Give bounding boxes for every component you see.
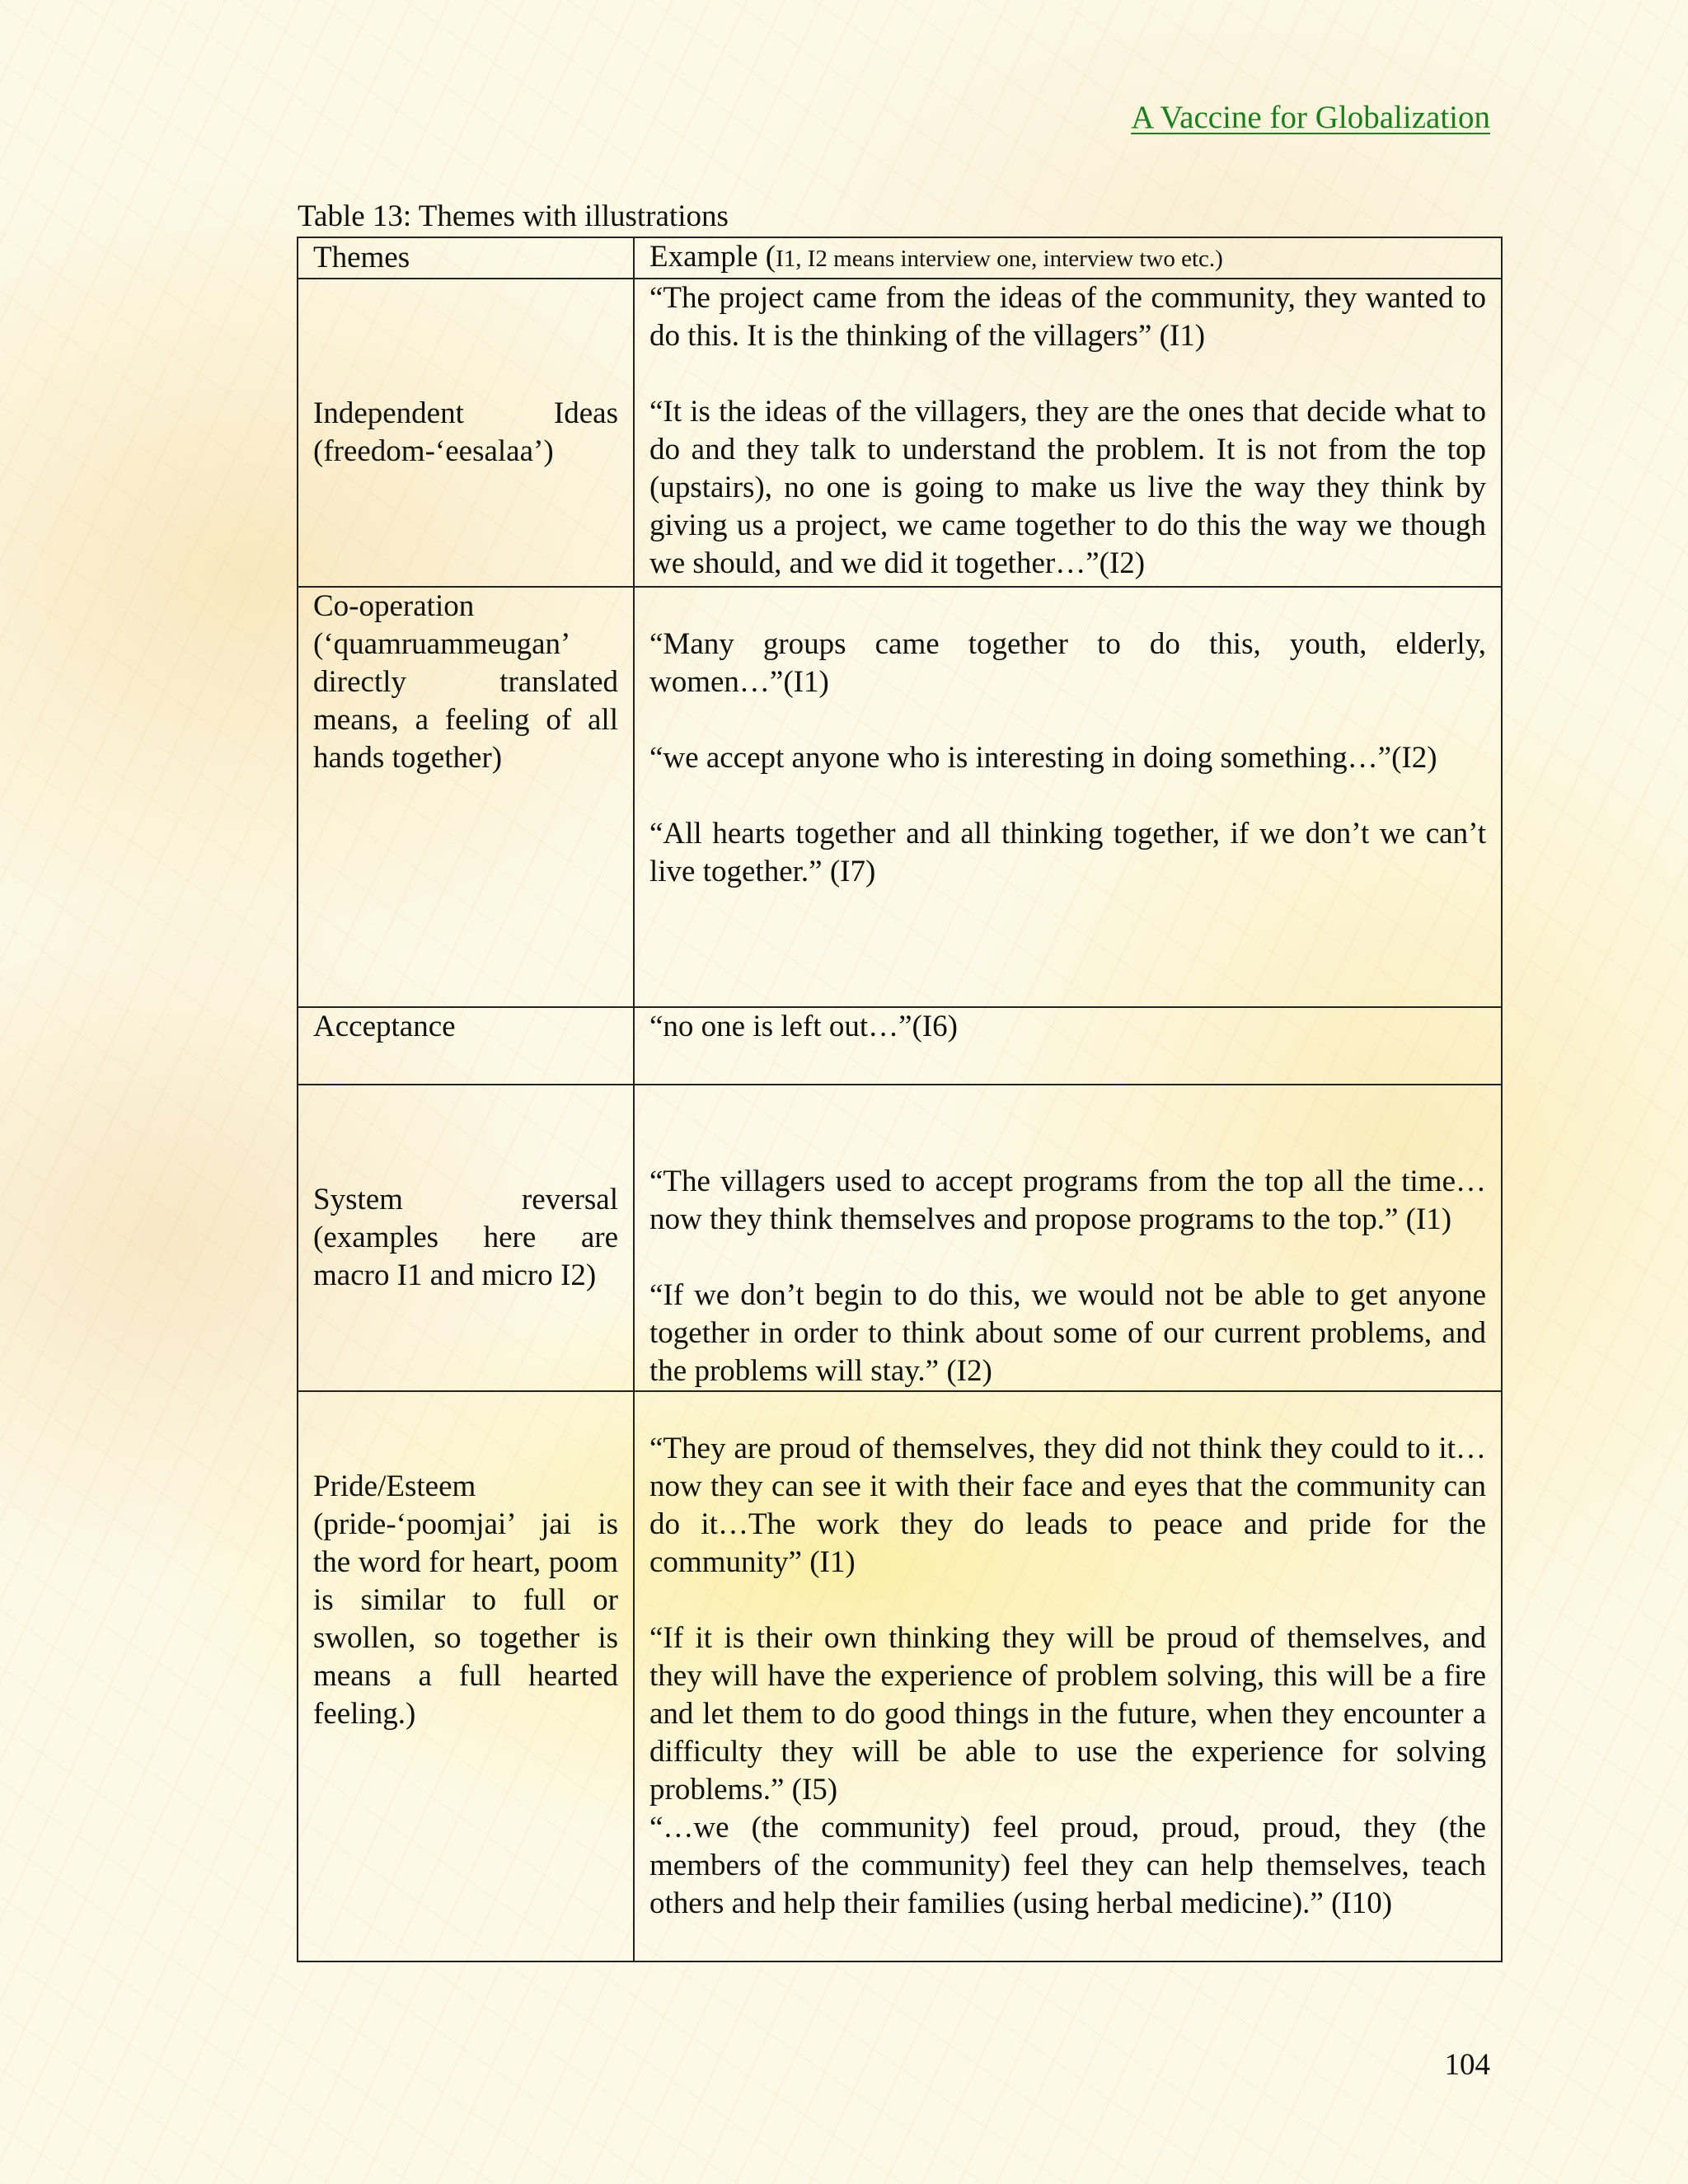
- quote-text: “we accept anyone who is interesting in doing something…”(I2): [649, 741, 1437, 775]
- quote-text: “If it is their own thinking they will be proud of themselves, and they will have the experience of problem solving, this will be a fire and let them to do good things in the future, when they encounter a difficulty they will be able to use the experience for solving problems.” (I5): [649, 1621, 1486, 1807]
- quote-text: “They are proud of themselves, they did not think they could to it…now they can see it with their face and eyes that the community can do it…The work they do leads to peace and pride for the community” (I1): [649, 1432, 1486, 1579]
- example-cell: [634, 279, 1502, 587]
- quote-text: “Many groups came together to do this, youth, elderly, women…”(I1): [649, 627, 1486, 699]
- quote-text: “It is the ideas of the villagers, they are the ones that decide what to do and they talk to understand the problem. It is not from the top (upstairs), no one is going to make us live the way they think by giving us a project, we came together to do this the way we though we should, and we did it together…”(I2): [649, 395, 1486, 580]
- header-themes-label: Themes: [313, 241, 410, 274]
- quote-text: “All hearts together and all thinking together, if we don’t we can’t live together.” (I7): [649, 817, 1486, 888]
- table-row: [298, 1085, 1502, 1391]
- quote-text: “The villagers used to accept programs from the top all the time…now they think themselves and propose programs to the top.” (I1): [649, 1165, 1486, 1236]
- themes-table: [297, 237, 1503, 1962]
- example-cell: [634, 1007, 1502, 1085]
- header-themes: [298, 237, 634, 279]
- theme-cell: [298, 1085, 634, 1391]
- quote-text: “The project came from the ideas of the community, they wanted to do this. It is the thinking of the villagers” (I1): [649, 281, 1486, 353]
- theme-label: System reversal (examples here are macro I1 and micro I2): [313, 1183, 618, 1292]
- quote-text: “If we don’t begin to do this, we would not be able to get anyone together in order to think about some of our current problems, and the problems will stay.” (I2): [649, 1278, 1486, 1388]
- quote-text: “…we (the community) feel proud, proud, proud, they (the members of the community) feel they can help themselves, teach others and help their families (using herbal medicine).” (I10): [649, 1811, 1486, 1920]
- theme-cell: [298, 1007, 634, 1085]
- theme-label: Pride/Esteem (pride-‘poomjai’ jai is the word for heart, poom is similar to full or swollen, so together is means a full hearted feeling.): [313, 1469, 618, 1731]
- theme-label: Independent Ideas (freedom-‘eesalaa’): [313, 396, 618, 468]
- header-example: [634, 237, 1502, 279]
- table-row: [298, 1007, 1502, 1085]
- example-cell: [634, 1085, 1502, 1391]
- theme-cell: [298, 1391, 634, 1961]
- header-example-label: Example (: [649, 240, 776, 274]
- theme-label: Co-operation (‘quamruammeugan’ directly translated means, a feeling of all hands together): [313, 589, 618, 775]
- header-example-note: I1, I2 means interview one, interview two etc.): [776, 246, 1223, 272]
- table-header-row: [298, 237, 1502, 279]
- theme-cell: [298, 587, 634, 1007]
- table-row: [298, 587, 1502, 1007]
- running-header-title: A Vaccine for Globalization: [1131, 100, 1490, 135]
- theme-cell: [298, 279, 634, 587]
- table-row: [298, 279, 1502, 587]
- theme-label: Acceptance: [313, 1010, 456, 1043]
- example-cell: [634, 587, 1502, 1007]
- example-cell: [634, 1391, 1502, 1961]
- page-number: 104: [1444, 2048, 1490, 2082]
- table-caption: Table 13: Themes with illustrations: [298, 199, 729, 233]
- table-row: [298, 1391, 1502, 1961]
- quote-text: “no one is left out…”(I6): [649, 1010, 958, 1043]
